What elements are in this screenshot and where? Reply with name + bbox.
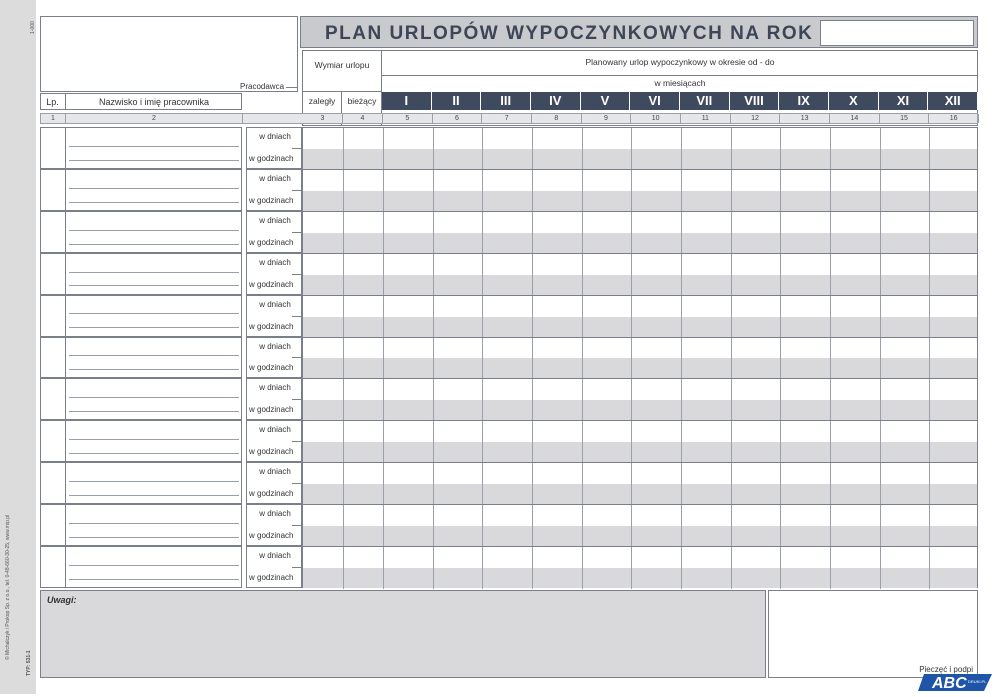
stamp-label: Pieczęć i podpi [919, 665, 973, 674]
table-row [40, 462, 978, 504]
cell-divider [631, 463, 632, 505]
name-line [69, 369, 239, 370]
cell-divider [731, 170, 732, 212]
hours-band [303, 317, 977, 337]
data-cells[interactable] [302, 211, 978, 253]
cell-divider [731, 128, 732, 170]
cell-divider [731, 505, 732, 547]
cell-divider [731, 296, 732, 338]
cell-divider [830, 421, 831, 463]
table-row [40, 504, 978, 546]
side-strip [0, 0, 36, 694]
cell-divider [631, 421, 632, 463]
cell-divider [681, 212, 682, 254]
cell-divider [731, 421, 732, 463]
cell-divider [383, 547, 384, 589]
name-cell[interactable] [40, 504, 242, 546]
cell-divider [631, 254, 632, 296]
name-line [69, 188, 239, 189]
data-cells[interactable] [302, 127, 978, 169]
cell-divider [880, 296, 881, 338]
hours-band [303, 400, 977, 420]
cell-divider [929, 547, 930, 589]
column-number: 6 [433, 114, 483, 123]
form-code: 1-000 [30, 21, 36, 34]
cell-divider [631, 338, 632, 380]
column-number: 3 [303, 114, 343, 123]
data-cells[interactable] [302, 337, 978, 379]
column-number: 5 [383, 114, 433, 123]
cell-divider [731, 463, 732, 505]
cell-divider [433, 421, 434, 463]
cell-divider [343, 254, 344, 296]
cell-divider [482, 128, 483, 170]
cell-divider [929, 170, 930, 212]
cell-divider [433, 212, 434, 254]
cell-divider [780, 547, 781, 589]
data-cells[interactable] [302, 462, 978, 504]
cell-divider [582, 421, 583, 463]
remarks-box[interactable] [40, 590, 766, 678]
name-cell[interactable] [40, 127, 242, 169]
month-header: IX [779, 92, 829, 110]
hours-label: w godzinach [249, 489, 294, 499]
cell-divider [383, 379, 384, 421]
cell-divider [880, 338, 881, 380]
cell-divider [482, 379, 483, 421]
table-row [40, 211, 978, 253]
cell-divider [482, 296, 483, 338]
cell-divider [582, 170, 583, 212]
cell-divider [830, 128, 831, 170]
month-header: XI [879, 92, 929, 110]
days-label: w dniach [259, 215, 291, 225]
remarks-label: Uwagi: [47, 595, 77, 605]
name-line [69, 146, 239, 147]
name-line [69, 495, 239, 496]
cell-divider [880, 254, 881, 296]
name-line [69, 355, 239, 356]
cell-divider [830, 254, 831, 296]
name-line [69, 272, 239, 273]
cell-divider [780, 505, 781, 547]
cell-divider [433, 463, 434, 505]
hours-label: w godzinach [249, 363, 294, 373]
cell-divider [433, 170, 434, 212]
column-number: 4 [343, 114, 383, 123]
logo-text: ABC [932, 675, 967, 692]
employer-box[interactable] [40, 16, 298, 92]
cell-divider [929, 254, 930, 296]
cell-divider [582, 547, 583, 589]
days-label: w dniach [259, 257, 291, 267]
hours-label: w godzinach [249, 279, 294, 289]
publisher-text: © Michalczyk i Prokop Sp. z o.o., tel. 0-48-660-30-25, www.mip.pl [5, 514, 11, 660]
hours-label: w godzinach [249, 195, 294, 205]
cell-divider [631, 296, 632, 338]
cell-divider [880, 379, 881, 421]
month-header: VI [630, 92, 680, 110]
month-header: XII [928, 92, 978, 110]
cell-divider [343, 421, 344, 463]
data-cells[interactable] [302, 295, 978, 337]
cell-divider [731, 379, 732, 421]
cell-divider [830, 296, 831, 338]
cell-divider [830, 212, 831, 254]
cell-divider [929, 505, 930, 547]
column-number: 9 [582, 114, 632, 123]
cell-divider [482, 463, 483, 505]
cell-divider [582, 212, 583, 254]
cell-divider [731, 338, 732, 380]
cell-divider [780, 379, 781, 421]
cell-divider [631, 547, 632, 589]
cell-divider [343, 338, 344, 380]
column-number: 16 [929, 114, 979, 123]
employer-label: Pracodawca [240, 82, 285, 91]
days-label: w dniach [259, 341, 291, 351]
hours-band [303, 149, 977, 169]
name-cell[interactable] [40, 462, 242, 504]
cell-divider [780, 170, 781, 212]
cell-divider [631, 212, 632, 254]
table-row [40, 295, 978, 337]
cell-divider [681, 254, 682, 296]
cell-divider [582, 379, 583, 421]
column-number: 13 [780, 114, 830, 123]
hours-label: w godzinach [249, 573, 294, 583]
table-row [40, 546, 978, 588]
cell-divider [681, 505, 682, 547]
cell-divider [482, 505, 483, 547]
hours-band [303, 442, 977, 462]
days-label: w dniach [259, 173, 291, 183]
cell-divider [482, 421, 483, 463]
employee-rows [40, 127, 978, 588]
hours-band [303, 358, 977, 378]
hours-label: w godzinach [249, 153, 294, 163]
hours-label: w godzinach [249, 447, 294, 457]
page-title: PLAN URLOPÓW WYPOCZYNKOWYCH NA ROK [325, 23, 814, 44]
type-code: TYP: 531-1 [26, 650, 32, 676]
employer-tick [286, 87, 298, 88]
abc-logo [918, 672, 994, 692]
hours-band [303, 568, 977, 588]
name-cell[interactable] [40, 546, 242, 588]
cell-divider [343, 170, 344, 212]
column-number: 1 [41, 114, 66, 123]
table-row [40, 127, 978, 169]
days-label: w dniach [259, 383, 291, 393]
cell-divider [532, 463, 533, 505]
column-numbers-row [40, 113, 978, 124]
name-cell[interactable] [40, 295, 242, 337]
name-line [69, 313, 239, 314]
title-bar [300, 16, 978, 48]
cell-divider [780, 463, 781, 505]
cell-divider [343, 505, 344, 547]
cell-divider [880, 547, 881, 589]
cell-divider [343, 128, 344, 170]
cell-divider [433, 128, 434, 170]
cell-divider [929, 212, 930, 254]
data-cells[interactable] [302, 420, 978, 462]
cell-divider [433, 379, 434, 421]
cell-divider [830, 463, 831, 505]
cell-divider [383, 254, 384, 296]
name-line [69, 439, 239, 440]
hours-band [303, 526, 977, 546]
cell-divider [532, 128, 533, 170]
cell-divider [482, 338, 483, 380]
cell-divider [780, 128, 781, 170]
cell-divider [681, 421, 682, 463]
cell-divider [780, 421, 781, 463]
cell-divider [880, 128, 881, 170]
cell-divider [383, 296, 384, 338]
cell-divider [929, 463, 930, 505]
name-cell[interactable] [40, 211, 242, 253]
data-cells[interactable] [302, 378, 978, 420]
cell-divider [582, 254, 583, 296]
name-line [69, 453, 239, 454]
cell-divider [880, 212, 881, 254]
cell-divider [482, 547, 483, 589]
cell-divider [532, 212, 533, 254]
column-number: 15 [880, 114, 930, 123]
name-line [69, 537, 239, 538]
name-line [69, 202, 239, 203]
name-line [69, 565, 239, 566]
cell-divider [830, 547, 831, 589]
cell-divider [433, 254, 434, 296]
cell-divider [532, 379, 533, 421]
month-header: V [581, 92, 631, 110]
cell-divider [929, 296, 930, 338]
cell-divider [631, 128, 632, 170]
cell-divider [482, 170, 483, 212]
cell-divider [681, 547, 682, 589]
name-cell[interactable] [40, 169, 242, 211]
cell-divider [681, 379, 682, 421]
hours-label: w godzinach [249, 321, 294, 331]
cell-divider [582, 505, 583, 547]
days-label: w dniach [259, 551, 291, 561]
stamp-box[interactable] [768, 590, 978, 678]
cell-divider [343, 212, 344, 254]
cell-divider [780, 338, 781, 380]
cell-divider [731, 547, 732, 589]
hours-label: w godzinach [249, 405, 294, 415]
name-line [69, 397, 239, 398]
cell-divider [343, 463, 344, 505]
cell-divider [631, 505, 632, 547]
name-line [69, 285, 239, 286]
month-header: I [382, 92, 432, 110]
table-row [40, 378, 978, 420]
cell-divider [780, 254, 781, 296]
table-row [40, 169, 978, 211]
cell-divider [433, 505, 434, 547]
months-row [382, 92, 978, 110]
cell-divider [830, 505, 831, 547]
miesiace-label: w miesiącach [654, 78, 706, 88]
column-number: 7 [482, 114, 532, 123]
cell-divider [830, 170, 831, 212]
cell-divider [343, 296, 344, 338]
name-cell[interactable] [40, 337, 242, 379]
cell-divider [383, 212, 384, 254]
cell-divider [880, 505, 881, 547]
cell-divider [532, 421, 533, 463]
column-number: 12 [731, 114, 781, 123]
name-cell[interactable] [40, 253, 242, 295]
cell-divider [681, 338, 682, 380]
days-label: w dniach [259, 509, 291, 519]
column-number: 2 [66, 114, 243, 123]
cell-divider [383, 421, 384, 463]
logo-sub: DRUKI.PL [968, 679, 987, 684]
cell-divider [433, 296, 434, 338]
month-header: VIII [730, 92, 780, 110]
lp-label: Lp. [46, 97, 59, 107]
name-label: Nazwisko i imię pracownika [98, 97, 210, 107]
name-line [69, 523, 239, 524]
cell-divider [880, 463, 881, 505]
cell-divider [830, 338, 831, 380]
column-number: 11 [681, 114, 731, 123]
cell-divider [383, 463, 384, 505]
cell-divider [532, 170, 533, 212]
cell-divider [731, 212, 732, 254]
cell-divider [582, 296, 583, 338]
cell-divider [383, 505, 384, 547]
month-header: X [829, 92, 879, 110]
cell-divider [582, 128, 583, 170]
cell-divider [880, 421, 881, 463]
days-label: w dniach [259, 299, 291, 309]
column-number: 14 [830, 114, 880, 123]
cell-divider [532, 505, 533, 547]
name-line [69, 244, 239, 245]
name-cell[interactable] [40, 378, 242, 420]
hours-band [303, 484, 977, 504]
cell-divider [343, 547, 344, 589]
planowany-label: Planowany urlop wypoczynkowy w okresie od - do [585, 57, 775, 67]
cell-divider [383, 170, 384, 212]
name-cell[interactable] [40, 420, 242, 462]
cell-divider [631, 170, 632, 212]
days-label: w dniach [259, 425, 291, 435]
table-row [40, 253, 978, 295]
name-line [69, 327, 239, 328]
cell-divider [582, 463, 583, 505]
zalegly-label: zaległy [308, 96, 336, 106]
name-line [69, 481, 239, 482]
name-line [69, 230, 239, 231]
cell-divider [383, 128, 384, 170]
hours-label: w godzinach [249, 531, 294, 541]
cell-divider [929, 338, 930, 380]
month-header: III [481, 92, 531, 110]
table-row [40, 337, 978, 379]
table-row [40, 420, 978, 462]
name-line [69, 579, 239, 580]
wymiar-label: Wymiar urlopu [314, 60, 370, 70]
cell-divider [681, 296, 682, 338]
month-header: VII [680, 92, 730, 110]
cell-divider [482, 254, 483, 296]
cell-divider [532, 338, 533, 380]
cell-divider [681, 128, 682, 170]
cell-divider [780, 212, 781, 254]
cell-divider [433, 547, 434, 589]
column-number: 10 [631, 114, 681, 123]
cell-divider [482, 212, 483, 254]
cell-divider [731, 254, 732, 296]
data-cells[interactable] [302, 253, 978, 295]
month-header: IV [531, 92, 581, 110]
cell-divider [532, 296, 533, 338]
hours-band [303, 191, 977, 211]
data-cells[interactable] [302, 546, 978, 588]
cell-divider [880, 170, 881, 212]
biezacy-label: bieżący [347, 96, 377, 106]
days-label: w dniach [259, 467, 291, 477]
data-cells[interactable] [302, 504, 978, 546]
cell-divider [433, 338, 434, 380]
name-line [69, 160, 239, 161]
cell-divider [343, 379, 344, 421]
cell-divider [681, 463, 682, 505]
cell-divider [929, 128, 930, 170]
cell-divider [929, 421, 930, 463]
hours-band [303, 233, 977, 253]
cell-divider [631, 379, 632, 421]
data-cells[interactable] [302, 169, 978, 211]
year-field[interactable] [820, 20, 974, 46]
cell-divider [830, 379, 831, 421]
cell-divider [929, 379, 930, 421]
column-number: 8 [532, 114, 582, 123]
cell-divider [582, 338, 583, 380]
cell-divider [532, 254, 533, 296]
cell-divider [780, 296, 781, 338]
cell-divider [681, 170, 682, 212]
month-header: II [432, 92, 482, 110]
name-line [69, 411, 239, 412]
days-label: w dniach [259, 132, 291, 141]
cell-divider [383, 338, 384, 380]
hours-label: w godzinach [249, 237, 294, 247]
hours-band [303, 275, 977, 295]
cell-divider [532, 547, 533, 589]
